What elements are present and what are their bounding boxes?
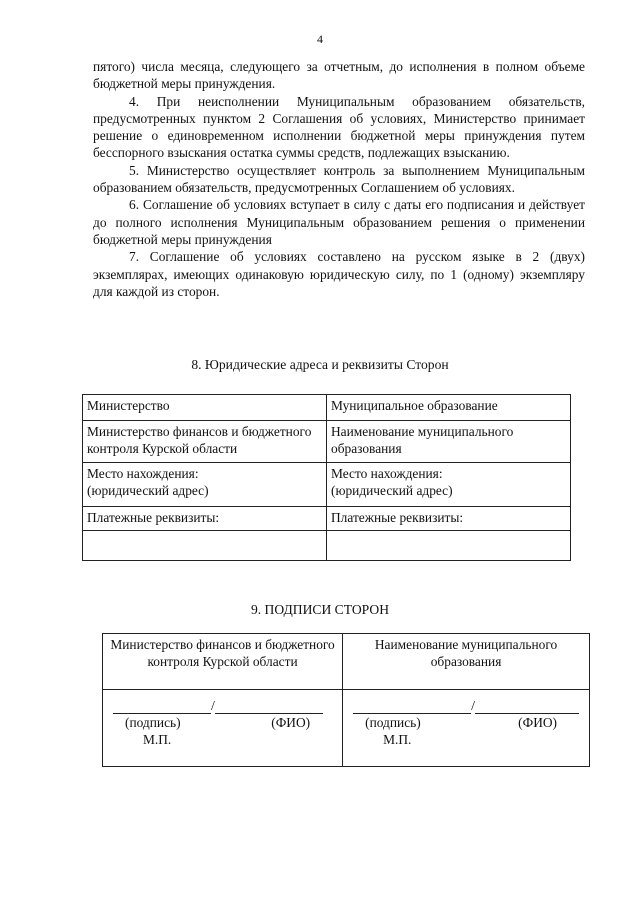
requisites-table xyxy=(82,394,571,561)
left-signature-line xyxy=(107,692,338,714)
signature-field xyxy=(353,695,471,714)
right-signature-line xyxy=(347,692,585,714)
table-row xyxy=(83,421,571,463)
right-party-name: Наименование муниципального образования xyxy=(343,634,590,690)
table-cell: Министерство xyxy=(83,395,327,421)
table-row xyxy=(83,395,571,421)
separator-slash: / xyxy=(471,699,475,714)
signature-field xyxy=(113,695,211,714)
table-row xyxy=(103,634,590,690)
table-row xyxy=(83,463,571,507)
right-signature-labels xyxy=(347,714,585,731)
body-text xyxy=(93,58,585,300)
table-cell: Место нахождения: (юридический адрес) xyxy=(83,463,327,507)
paragraph-7: 7. Соглашение об условиях составлено на русском языке в 2 (двух) экземплярах, имеющих одинаковую юридическую силу, по 1 (одному) экземпляру для каждой из сторон. xyxy=(93,249,585,299)
table-cell: Платежные реквизиты: xyxy=(327,507,571,531)
signatures-table xyxy=(102,633,590,767)
right-signature-cell xyxy=(343,690,590,767)
paragraph-4: 4. При неисполнении Муниципальным образованием обязательств, предусмотренных пунктом 2 Соглашения об условиях, Министерство принимает решение о единовременном исполнении бюджетной меры принуждения путем бесспорного взыскания остатка суммы средств, подлежащих взысканию. xyxy=(93,93,585,161)
section-9-title: 9. ПОДПИСИ СТОРОН xyxy=(250,602,390,617)
fio-label: (ФИО) xyxy=(518,715,557,730)
left-party-name: Министерство финансов и бюджетного контроля Курской области xyxy=(103,634,343,690)
signature-label: (подпись) xyxy=(365,715,421,730)
paragraph-5: 5. Министерство осуществляет контроль за выполнением Муниципальным образованием обязательств, предусмотренных Соглашением об условиях. xyxy=(93,162,585,196)
table-cell: Платежные реквизиты: xyxy=(83,507,327,531)
paragraph-continuation: пятого) числа месяца, следующего за отчетным, до исполнения в полном объеме бюджетной меры принуждения. xyxy=(93,59,585,92)
page-number: 4 xyxy=(317,32,323,46)
table-row xyxy=(83,531,571,561)
left-signature-cell xyxy=(103,690,343,767)
section-8-title: 8. Юридические адреса и реквизиты Сторон xyxy=(191,357,449,372)
signature-label: (подпись) xyxy=(125,715,181,730)
separator-slash: / xyxy=(211,699,215,714)
fio-field xyxy=(215,695,323,714)
table-cell xyxy=(83,531,327,561)
table-cell: Муниципальное образование xyxy=(327,395,571,421)
stamp-label: М.П. xyxy=(143,732,172,747)
table-cell: Наименование муниципального образования xyxy=(327,421,571,463)
fio-field xyxy=(475,695,579,714)
table-row xyxy=(83,507,571,531)
table-cell xyxy=(327,531,571,561)
fio-label: (ФИО) xyxy=(271,715,311,730)
left-signature-labels xyxy=(107,714,338,731)
table-row xyxy=(103,690,590,767)
table-cell: Министерство финансов и бюджетного контроля Курской области xyxy=(83,421,327,463)
table-cell: Место нахождения: (юридический адрес) xyxy=(327,463,571,507)
paragraph-6: 6. Соглашение об условиях вступает в силу с даты его подписания и действует до полного исполнения Муниципальным образованием решения о применении бюджетной меры принуждения xyxy=(93,197,585,247)
stamp-label: М.П. xyxy=(383,732,412,747)
